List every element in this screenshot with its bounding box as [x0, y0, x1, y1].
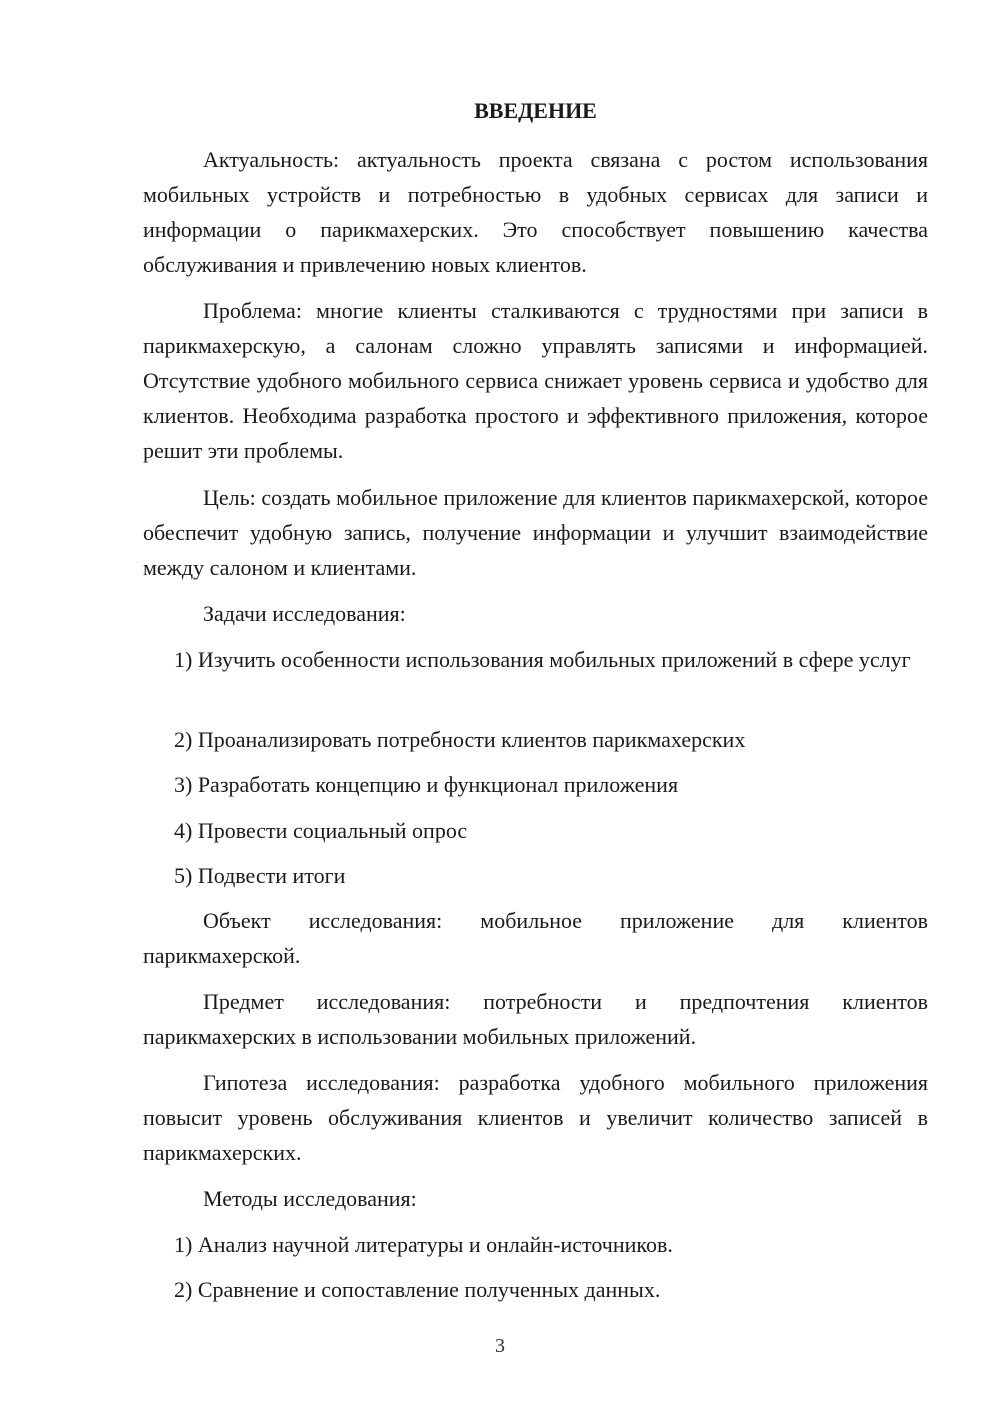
paragraph-relevance: Актуальность: актуальность проекта связана с ростом использования мобильных устройств и потребностью в удобных сервисах для записи и информации о парикмахерских. Это способствует повышению качества обслуживания и привлечению новых клиентов. — [143, 147, 928, 277]
paragraph-subject: Предмет исследования: потребности и предпочтения клиентов парикмахерских в использовании мобильных приложений. — [143, 989, 928, 1049]
paragraph-problem: Проблема: многие клиенты сталкиваются с трудностями при записи в парикмахерскую, а салонам сложно управлять записями и информацией. Отсутствие удобного мобильного сервиса снижает уровень сервиса и удобство для клиентов. Необходима разработка простого и эффективного приложения, которое решит эти проблемы. — [143, 298, 928, 463]
method-item-1: 1) Анализ научной литературы и онлайн-источников. — [174, 1232, 673, 1257]
task-item-2: 2) Проанализировать потребности клиентов парикмахерских — [174, 727, 746, 752]
paragraph-goal: Цель: создать мобильное приложение для клиентов парикмахерской, которое обеспечит удобную запись, получение информации и улучшит взаимодействие между салоном и клиентами. — [143, 485, 928, 580]
tasks-title: Задачи исследования: — [203, 601, 406, 626]
paragraph-hypothesis: Гипотеза исследования: разработка удобного мобильного приложения повысит уровень обслуживания клиентов и увеличит количество записей в парикмахерских. — [143, 1070, 928, 1165]
page-number: 3 — [495, 1335, 505, 1357]
task-item-1: 1) Изучить особенности использования мобильных приложений в сфере услуг — [174, 647, 911, 672]
section-heading: ВВЕДЕНИЕ — [474, 98, 597, 123]
method-item-2: 2) Сравнение и сопоставление полученных данных. — [174, 1277, 661, 1302]
task-item-5: 5) Подвести итоги — [174, 863, 346, 888]
methods-title: Методы исследования: — [203, 1186, 417, 1211]
task-item-3: 3) Разработать концепцию и функционал приложения — [174, 772, 679, 797]
task-item-4: 4) Провести социальный опрос — [174, 818, 468, 843]
paragraph-object: Объект исследования: мобильное приложение для клиентов парикмахерской. — [143, 908, 928, 968]
